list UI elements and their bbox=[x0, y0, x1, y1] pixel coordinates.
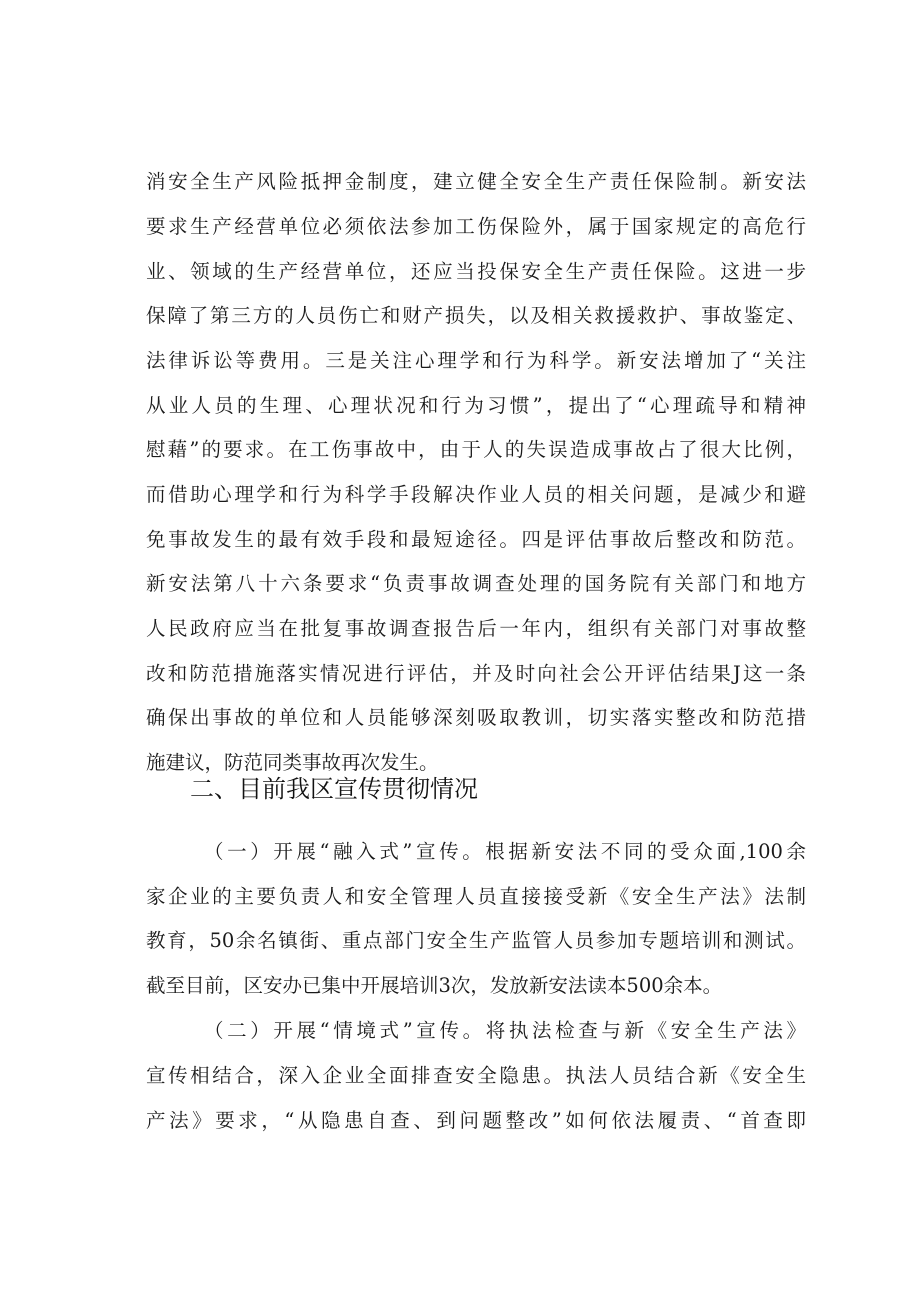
body-text-line: 新安法第八十六条要求“负责事故调查处理的国务院有关部门和地方 bbox=[146, 572, 806, 595]
body-text-line: 施建议，防范同类事故再次发生。 bbox=[146, 751, 439, 774]
body-text-line: 宣传相结合，深入企业全面排查安全隐患。执法人员结合新《安全生 bbox=[146, 1064, 806, 1087]
body-text-line: 确保出事故的单位和人员能够深刻吸取教训，切实落实整改和防范措 bbox=[146, 706, 806, 729]
body-text-line: 从业人员的生理、心理状况和行为习惯”，提出了“心理疏导和精神 bbox=[146, 394, 806, 417]
body-text-line: 截至目前，区安办已集中开展培训3次，发放新安法读本500余本。 bbox=[146, 974, 723, 997]
body-text-line: 要求生产经营单位必须依法参加工伤保险外，属于国家规定的高危行 bbox=[146, 215, 806, 238]
body-text-line: （二）开展“情境式”宣传。将执法检查与新《安全生产法》 bbox=[204, 1019, 806, 1042]
body-text-line: （一）开展“融入式”宣传。根据新安法不同的受众面,100余 bbox=[204, 840, 806, 863]
section-heading: 二、目前我区宣传贯彻情况 bbox=[190, 775, 478, 803]
body-text-line: 产法》要求，“从隐患自查、到问题整改”如何依法履责、“首查即 bbox=[146, 1109, 806, 1132]
body-text-line: 教育，50余名镇街、重点部门安全生产监管人员参加专题培训和测试。 bbox=[146, 929, 806, 952]
body-text-line: 慰藉”的要求。在工伤事故中，由于人的失误造成事故占了很大比例， bbox=[146, 438, 806, 461]
body-text-line: 业、领域的生产经营单位，还应当投保安全生产责任保险。这进一步 bbox=[146, 260, 806, 283]
body-text-line: 法律诉讼等费用。三是关注心理学和行为科学。新安法增加了“关注 bbox=[146, 349, 806, 372]
body-text-line: 家企业的主要负责人和安全管理人员直接接受新《安全生产法》法制 bbox=[146, 885, 806, 908]
body-text-line: 免事故发生的最有效手段和最短途径。四是评估事故后整改和防范。 bbox=[146, 528, 806, 551]
body-text-line: 而借助心理学和行为科学手段解决作业人员的相关问题，是减少和避 bbox=[146, 483, 806, 506]
body-text-line: 人民政府应当在批复事故调查报告后一年内，组织有关部门对事故整 bbox=[146, 617, 806, 640]
body-text-line: 消安全生产风险抵押金制度，建立健全安全生产责任保险制。新安法 bbox=[146, 170, 806, 193]
body-text-line: 保障了第三方的人员伤亡和财产损失，以及相关救援救护、事故鉴定、 bbox=[146, 304, 806, 327]
body-text-line: 改和防范措施落实情况进行评估，并及时向社会公开评估结果J这一条 bbox=[146, 662, 806, 685]
